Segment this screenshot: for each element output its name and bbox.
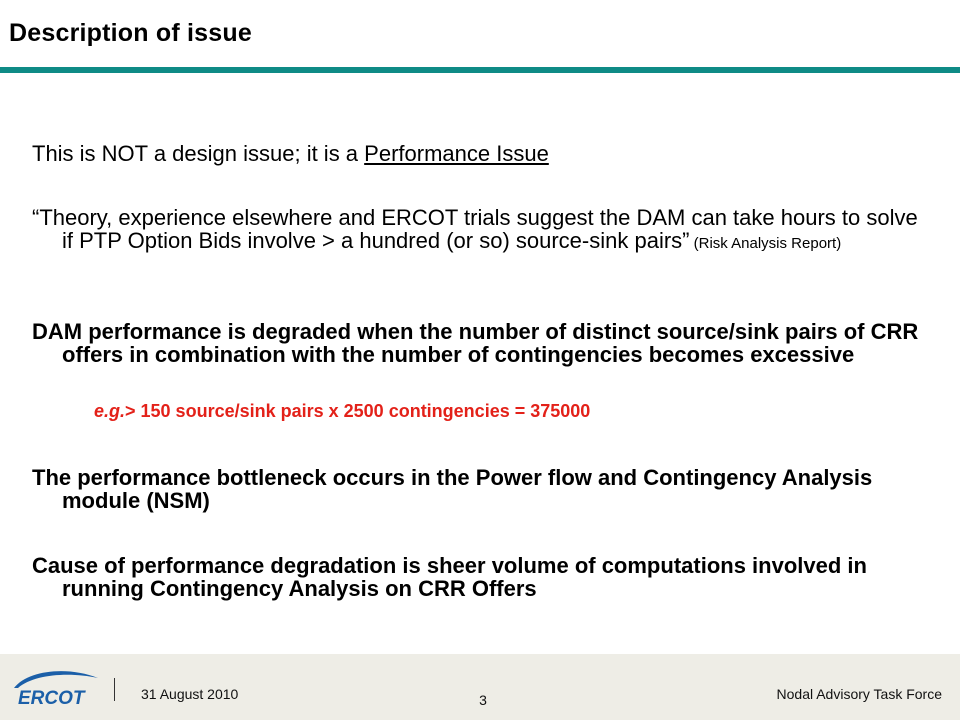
page-number: 3 xyxy=(479,692,487,708)
paragraph-dam-performance: DAM performance is degraded when the number of distinct source/sink pairs of CRR offers in combination with the number of contingencies becomes excessive xyxy=(32,319,919,367)
paragraph-design-issue xyxy=(32,142,932,165)
paragraph-theory-quote xyxy=(32,206,932,255)
ercot-logo-text: ERCOT xyxy=(18,688,85,708)
ercot-logo xyxy=(8,668,104,713)
example-calculation xyxy=(94,401,590,422)
slide-footer xyxy=(0,654,960,720)
slide-title: Description of issue xyxy=(9,19,252,47)
performance-issue-link: Performance Issue xyxy=(364,141,549,166)
footer-organization: Nodal Advisory Task Force xyxy=(776,686,942,702)
quote-source: (Risk Analysis Report) xyxy=(689,235,842,252)
paragraph-design-issue-text: This is NOT a design issue; it is a xyxy=(32,141,365,166)
example-prefix: e.g. xyxy=(94,401,126,421)
footer-date: 31 August 2010 xyxy=(141,686,239,702)
paragraph-cause: Cause of performance degradation is sheer volume of computations involved in running Contingency Analysis on CRR Offers xyxy=(32,553,867,601)
title-divider xyxy=(0,67,960,73)
paragraph-bottleneck: The performance bottleneck occurs in the Power flow and Contingency Analysis module (NSM) xyxy=(32,465,873,513)
theory-quote-text: “Theory, experience elsewhere and ERCOT trials suggest the DAM can take hours to solve if PTP Option Bids involve > a hundred (or so) source-sink pairs” xyxy=(32,205,918,253)
example-text: > 150 source/sink pairs x 2500 contingencies = 375000 xyxy=(125,401,591,421)
footer-separator xyxy=(114,678,115,701)
